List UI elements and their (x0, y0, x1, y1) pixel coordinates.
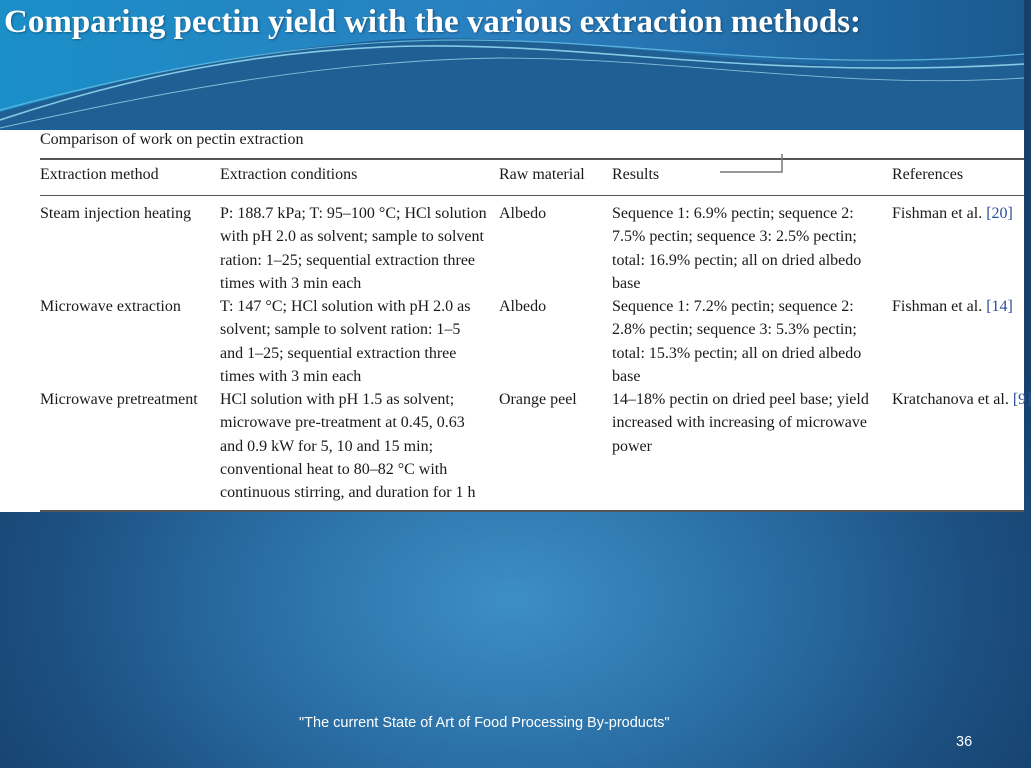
cell-material: Albedo (499, 298, 547, 315)
text-line: 2.8% pectin; sequence 3: 5.3% pectin; (612, 321, 857, 339)
text-line: increased with increasing of microwave (612, 414, 868, 432)
text-line: and 1–25; sequential extraction three (220, 344, 457, 362)
cell-results (612, 295, 861, 388)
cell-reference (892, 295, 1013, 318)
header-references: References (892, 166, 964, 183)
text-line: microwave pre-treatment at 0.45, 0.63 (220, 414, 465, 432)
cell-conditions (220, 202, 487, 295)
text-line: P: 188.7 kPa; T: 95–100 °C; HCl solution (220, 205, 487, 222)
slide-title: Comparing pectin yield with the various extraction methods: (4, 4, 862, 40)
text-line: base (612, 367, 641, 385)
table-header-rule (40, 195, 1024, 196)
cell-method: Microwave pretreatment (40, 391, 198, 408)
page-number: 36 (956, 734, 973, 750)
callout-bracket-line (720, 152, 784, 174)
pectin-extraction-table (0, 130, 1031, 512)
reference-link[interactable]: [9] (1012, 391, 1031, 408)
header-results: Results (612, 166, 660, 183)
text-line: and 0.9 kW for 5, 10 and 15 min; (220, 437, 434, 455)
text-line: total: 16.9% pectin; all on dried albedo (612, 251, 862, 269)
reference-link[interactable]: [20] (986, 205, 1013, 222)
reference-link[interactable]: [14] (986, 298, 1013, 315)
cell-method: Steam injection heating (40, 205, 192, 222)
text-line: times with 3 min each (220, 367, 362, 385)
text-line: T: 147 °C; HCl solution with pH 2.0 as (220, 298, 471, 315)
footer-source-citation: "The current State of Art of Food Processing By-products" (299, 715, 670, 731)
text-line: base (612, 274, 641, 292)
cell-conditions (220, 295, 471, 388)
cell-conditions (220, 388, 476, 504)
header-extraction-method: Extraction method (40, 166, 159, 183)
table-caption: Comparison of work on pectin extraction (40, 131, 304, 148)
cell-results (612, 202, 861, 295)
text-line: total: 15.3% pectin; all on dried albedo (612, 344, 862, 362)
reference-author: Fishman et al. (892, 205, 983, 222)
text-line: conventional heat to 80–82 °C with (220, 460, 448, 478)
text-line: with pH 2.0 as solvent; sample to solvent (220, 228, 484, 246)
text-line: 7.5% pectin; sequence 3: 2.5% pectin; (612, 228, 857, 246)
text-line: 14–18% pectin on dried peel base; yield (612, 391, 869, 408)
reference-author: Fishman et al. (892, 298, 983, 315)
cell-material: Albedo (499, 205, 547, 222)
header-extraction-conditions: Extraction conditions (220, 166, 358, 183)
text-line: Sequence 1: 7.2% pectin; sequence 2: (612, 298, 854, 315)
cell-material: Orange peel (499, 391, 577, 408)
text-line: Sequence 1: 6.9% pectin; sequence 2: (612, 205, 854, 222)
header-raw-material: Raw material (499, 166, 585, 183)
cell-method: Microwave extraction (40, 298, 181, 315)
cell-results (612, 388, 869, 458)
cell-reference (892, 388, 1031, 411)
table-top-rule (40, 158, 1024, 160)
text-line: ration: 1–25; sequential extraction three (220, 251, 476, 269)
text-line: HCl solution with pH 1.5 as solvent; (220, 391, 455, 408)
text-line: continuous stirring, and duration for 1 h (220, 484, 476, 502)
text-line: power (612, 437, 652, 455)
reference-author: Kratchanova et al. (892, 391, 1009, 408)
text-line: solvent; sample to solvent ration: 1–5 (220, 321, 461, 339)
text-line: times with 3 min each (220, 274, 362, 292)
cell-reference (892, 202, 1013, 225)
table-bottom-rule (40, 510, 1024, 512)
